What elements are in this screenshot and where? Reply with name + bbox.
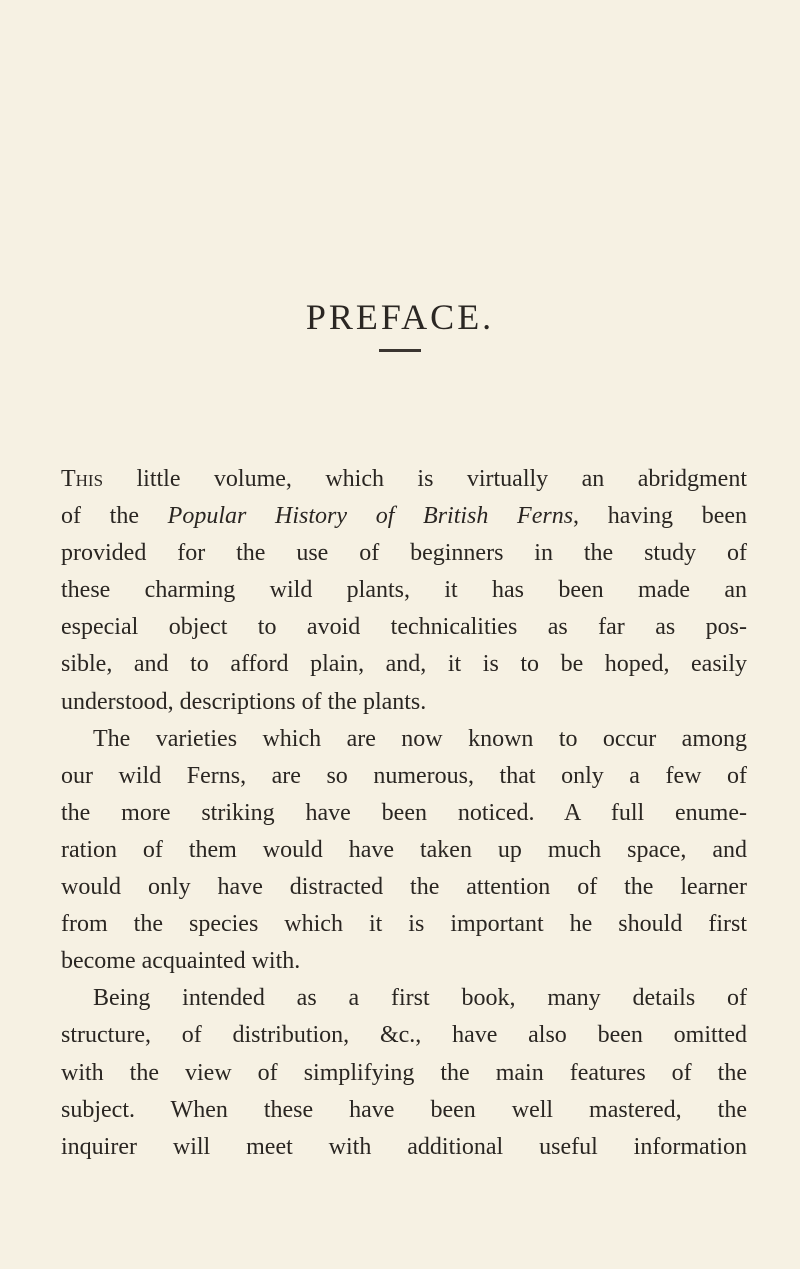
title-rule [379, 349, 421, 352]
text-segment: little volume, which is virtually an abridgment [103, 466, 747, 492]
text-line: with the view of simplifying the main features of the [61, 1059, 747, 1086]
preface-text [61, 461, 747, 1166]
text-line: from the species which it is important he should first [61, 911, 747, 938]
text-line: our wild Ferns, are so numerous, that only a few of [61, 762, 747, 789]
text-line: The varieties which are now known to occur among [93, 725, 747, 752]
text-line: sible, and to afford plain, and, it is to be hoped, easily [61, 651, 747, 678]
text-line: inquirer will meet with additional useful information [61, 1133, 747, 1160]
text-line: structure, of distribution, &c., have also been omitted [61, 1022, 747, 1049]
text-line: ration of them would have taken up much space, and [61, 836, 747, 863]
text-line: especial object to avoid technicalities as far as pos- [61, 614, 747, 641]
book-title-reference: Popular History of British Ferns [167, 503, 574, 530]
text-line [61, 461, 747, 498]
text-line: subject. When these have been well mastered, the [61, 1096, 747, 1123]
opening-word: This [61, 466, 104, 492]
text-line: these charming wild plants, it has been made an [61, 577, 747, 604]
text-line: would only have distracted the attention of the learner [61, 874, 747, 901]
text-line: the more striking have been noticed. A full enume- [61, 799, 747, 826]
text-line [61, 498, 747, 535]
text-segment: of the [61, 503, 168, 530]
text-line: become acquainted with. [61, 948, 301, 975]
text-line: provided for the use of beginners in the study of [61, 540, 747, 567]
text-line: understood, descriptions of the plants. [61, 688, 427, 715]
text-segment: , having been [573, 503, 747, 530]
page-title: PREFACE. [305, 297, 495, 337]
text-line: Being intended as a first book, many details of [93, 985, 747, 1012]
